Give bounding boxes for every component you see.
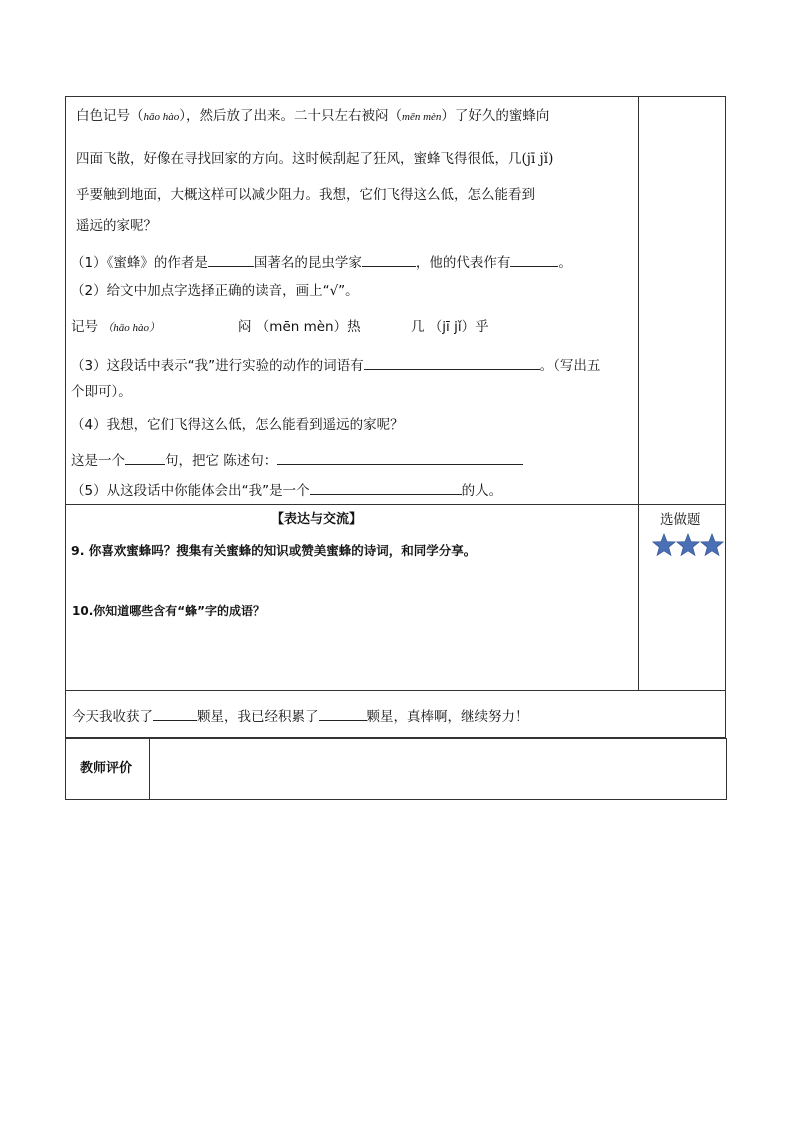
q2-word-menre: [238, 319, 361, 335]
q2-word: 几: [411, 319, 425, 335]
q3-text: 。（写出五: [539, 358, 601, 374]
q1-text: 国著名的昆虫学家: [253, 255, 362, 271]
pinyin-options: mēn mèn: [402, 111, 442, 123]
q2-word-jihu: [411, 319, 489, 335]
answer-blank[interactable]: [364, 355, 540, 370]
teacher-evaluation-label: 教师评价: [80, 761, 133, 776]
answer-blank[interactable]: [310, 480, 462, 495]
passage-line-3: 乎要触到地面，大概这样可以减少阻力。我想，它们飞得这么低，怎么能看到: [76, 187, 535, 203]
q3-text: （3）这段话中表示“我”进行实验的动作的词语有: [71, 358, 364, 374]
stars-total-blank[interactable]: [319, 706, 367, 721]
q5-text: 的人。: [461, 483, 503, 499]
answer-blank[interactable]: [277, 450, 523, 465]
answer-blank[interactable]: [208, 252, 254, 267]
passage-text: 白色记号（: [76, 108, 144, 124]
passage-line-1: [76, 108, 549, 124]
star-icon: [700, 533, 724, 557]
q1-text: （1）《蜜蜂》的作者是: [71, 255, 208, 271]
summary-text: 今天我收获了: [72, 709, 153, 725]
star-icon: [676, 533, 700, 557]
passage-text: ），然后放了出来。二十只左右被闷（: [179, 108, 402, 124]
answer-blank[interactable]: [125, 450, 165, 465]
answer-blank[interactable]: [510, 252, 558, 267]
passage-line-2: 四面飞散，好像在寻找回家的方向。这时候刮起了狂风，蜜蜂飞得很低，几(jī jǐ): [76, 151, 554, 167]
expression-heading: 【表达与交流】: [271, 512, 363, 527]
pinyin-options: hāo hào: [143, 111, 180, 123]
question-10: 10.你知道哪些含有“蜂”字的成语？: [72, 604, 266, 618]
q1-text: ，他的代表作有: [415, 255, 511, 271]
question-1: [71, 252, 572, 271]
question-4: （4）我想，它们飞得这么低，怎么能看到遥远的家呢？: [71, 417, 404, 433]
q2-pinyin-choice[interactable]: （mēn mèn）热: [255, 319, 361, 335]
q2-pinyin-choice[interactable]: （jī jǐ）乎: [428, 319, 489, 335]
question-5: [71, 480, 502, 499]
summary-text: 颗星，真棒啊，继续努力！: [366, 709, 529, 725]
q1-text: 。: [558, 255, 572, 271]
question-9: 9. 你喜欢蜜蜂吗？搜集有关蜜蜂的知识或赞美蜜蜂的诗词，和同学分享。: [71, 543, 477, 558]
question-3: [71, 355, 600, 374]
stars-earned-blank[interactable]: [153, 706, 197, 721]
question-3-cont: 个即可）。: [71, 384, 132, 400]
passage-line-4: 遥远的家呢？: [76, 218, 157, 234]
answer-blank[interactable]: [362, 252, 416, 267]
question-4-answer: [71, 450, 523, 469]
q4-text: 句，把它 陈述句：: [165, 453, 278, 469]
optional-label: 选做题: [660, 512, 701, 528]
star-icon: [652, 533, 676, 557]
q2-word-jihao: [71, 319, 160, 335]
q2-pinyin-choice[interactable]: （hāo hào）: [102, 322, 161, 334]
q5-text: （5）从这段话中你能体会出“我”是一个: [71, 483, 310, 499]
question-2: （2）给文中加点字选择正确的读音，画上“√”。: [71, 283, 359, 299]
star-summary: [72, 706, 529, 725]
q2-word: 闷: [238, 319, 252, 335]
q4-text: 这是一个: [71, 453, 125, 469]
expression-section: [65, 504, 726, 691]
teacher-evaluation-field[interactable]: [150, 739, 725, 799]
summary-text: 颗星，我已经积累了: [197, 709, 319, 725]
passage-text: ）了好久的蜜蜂向: [441, 108, 550, 124]
q2-word: 记号: [71, 319, 98, 335]
